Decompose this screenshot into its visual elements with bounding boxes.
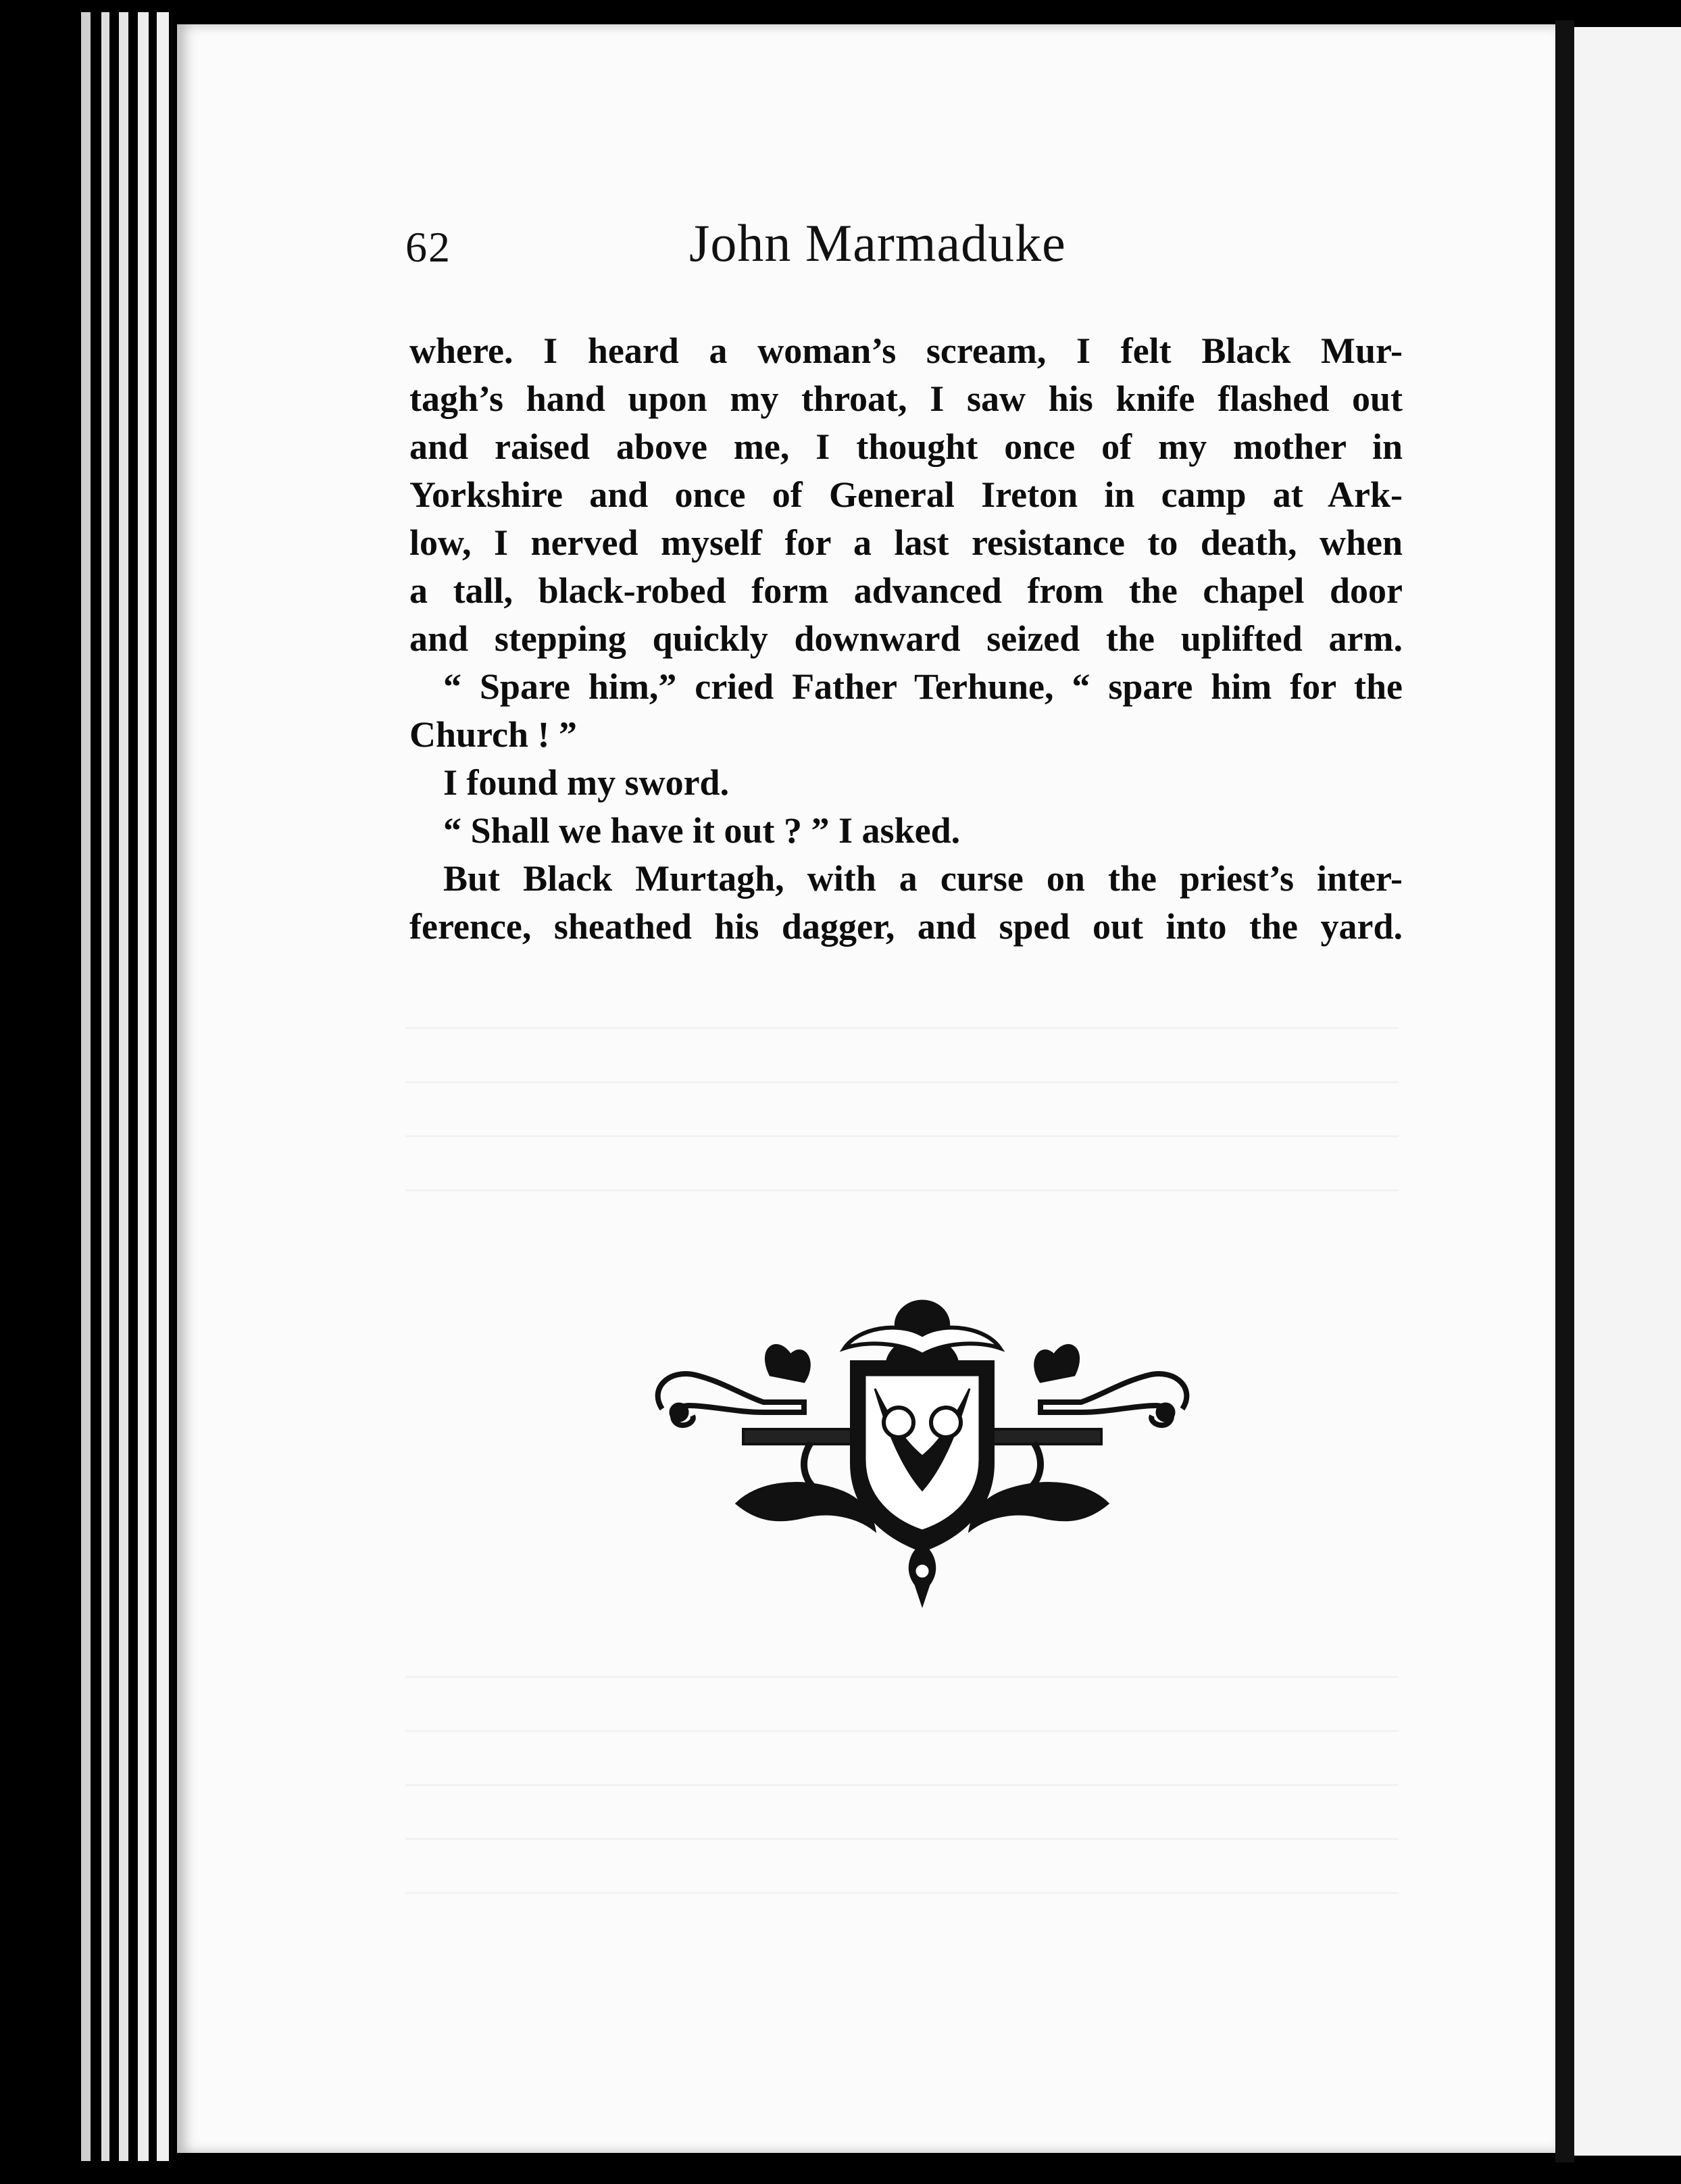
show-through <box>405 1892 1399 1894</box>
text-line: where. I heard a woman’s scream, I felt Black Mur- <box>409 330 1403 371</box>
show-through <box>405 1027 1399 1029</box>
running-title: John Marmaduke <box>689 214 1066 272</box>
show-through <box>405 1838 1399 1840</box>
page-edge <box>81 12 91 2161</box>
tailpiece-ornament-icon <box>642 1287 1203 1625</box>
show-through <box>405 1730 1399 1732</box>
text-line: ference, sheathed his dagger, and sped out into the yard. <box>409 906 1403 947</box>
text-line: a tall, black-robed form advanced from the chapel door <box>409 570 1403 611</box>
text-line: But Black Murtagh, with a curse on the priest’s inter- <box>443 858 1403 899</box>
facing-page-sliver <box>1574 27 1681 2156</box>
text-line: “ Spare him,” cried Father Terhune, “ spare him for the <box>443 666 1403 707</box>
show-through <box>405 1189 1399 1191</box>
running-head <box>405 213 1392 294</box>
text-line: Yorkshire and once of General Ireton in camp at Ark- <box>409 474 1403 515</box>
page-number: 62 <box>405 223 451 271</box>
show-through <box>405 1784 1399 1786</box>
page-edge <box>138 12 149 2161</box>
text-line: low, I nerved myself for a last resistance to death, when <box>409 522 1403 563</box>
show-through <box>405 1135 1399 1137</box>
page-edge <box>101 12 109 2161</box>
text-line: and raised above me, I thought once of my mother in <box>409 426 1403 467</box>
show-through <box>405 1676 1399 1678</box>
page-edge <box>157 12 169 2161</box>
book-gutter <box>1555 20 1574 2162</box>
text-line: and stepping quickly downward seized the uplifted arm. <box>409 618 1403 659</box>
text-line: I found my sword. <box>443 762 730 803</box>
text-line: “ Shall we have it out ? ” I asked. <box>443 810 961 851</box>
page-edge <box>119 12 128 2161</box>
body-text <box>409 327 1403 951</box>
show-through <box>405 1081 1399 1083</box>
text-line: tagh’s hand upon my throat, I saw his knife flashed out <box>409 378 1403 419</box>
text-line: Church ! ” <box>409 714 578 755</box>
